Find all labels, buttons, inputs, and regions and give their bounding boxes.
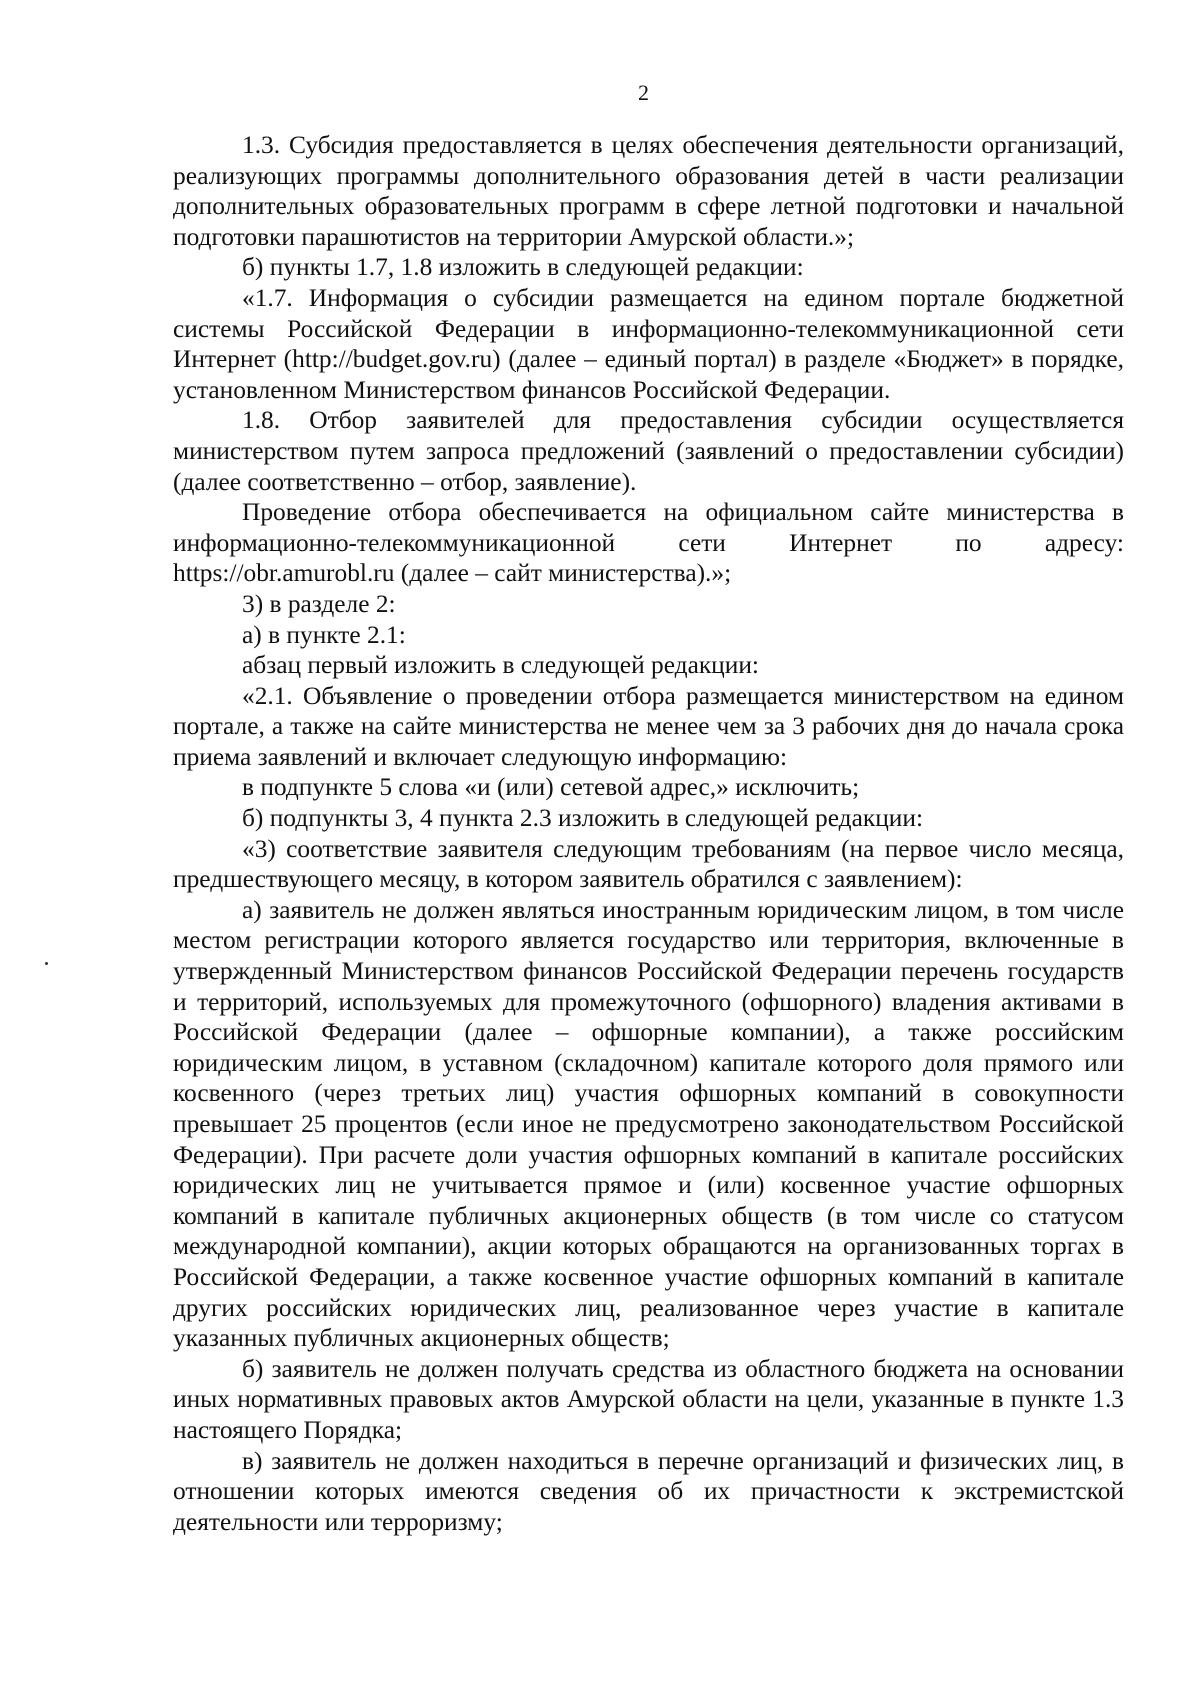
paragraph-amend-b: б) пункты 1.7, 1.8 изложить в следующей редакции: [242,253,804,282]
paragraph-section-2: 3) в разделе 2: [242,589,396,618]
paragraph-point-2-3: б) подпункты 3, 4 пункта 2.3 изложить в следующей редакции: [242,804,924,833]
paragraph-requirement-b: б) заявитель не должен получать средства из областного бюджета на основании иных нормативных правовых актов Амурской области на цели, указанные в пункте 1.3 настоящего Порядка; [173,1354,1124,1444]
page-number: 2 [638,80,649,105]
paragraph-requirement-v: в) заявитель не должен находиться в перечне организаций и физических лиц, в отношении которых имеются сведения об их причастности к экстремистской деятельности или терроризму; [173,1446,1124,1536]
scan-speck [45,962,48,965]
paragraph-requirement-a: а) заявитель не должен являться иностранным юридическим лицом, в том числе местом регистрации которого является государство или территория, включенные в утвержденный Министерством финансов Российской Федерации перечень государств и территорий, используемых для промежуточного (офшорного) владения активами в Российской Федерации (далее – офшорные компании), а также российским юридическим лицом, в уставном (складочном) капитале которого доля прямого или косвенного (через третьих лиц) участия офшорных компаний в совокупности превышает 25 процентов (если иное не предусмотрено законодательством Российской Федерации). При расчете доли участия офшорных компаний в капитале российских юридических лиц не учитывается прямое и (или) косвенное участие офшорных компаний в капитале публичных акционерных обществ (в том числе со статусом международной компании), акции которых обращаются на организованных торгах в Российской Федерации, а также косвенное участие офшорных компаний в капитале других российских юридических лиц, реализованное через участие в капитале указанных публичных акционерных обществ; [173,895,1124,1353]
paragraph-subpoint-5: в подпункте 5 слова «и (или) сетевой адрес,» исключить; [242,773,860,802]
paragraph-first-abzac: абзац первый изложить в следующей редакции: [242,651,759,680]
paragraph-point-2-1: а) в пункте 2.1: [242,620,406,649]
paragraph-1-3: 1.3. Субсидия предоставляется в целях обеспечения деятельности организаций, реализующих программы дополнительного образования детей в части реализации дополнительных образовательных программ в сфере летной подготовки и начальной подготовки парашютистов на территории Амурской области.»; [173,131,1124,251]
document-body [173,130,1124,1537]
paragraph-requirements: «3) соответствие заявителя следующим требованиям (на первое число месяца, предшествующего месяцу, в котором заявитель обратился с заявлением): [173,834,1124,894]
paragraph-selection-site: Проведение отбора обеспечивается на официальном сайте министерства в информационно-телекоммуникационной сети Интернет по адресу: https://obr.amurobl.ru (далее – сайт министерства).»; [173,498,1124,588]
paragraph-2-1: «2.1. Объявление о проведении отбора размещается министерством на едином портале, а также на сайте министерства не менее чем за 3 рабочих дня до начала срока приема заявлений и включает следующую информацию: [173,681,1124,771]
paragraph-1-8: 1.8. Отбор заявителей для предоставления субсидии осуществляется министерством путем запроса предложений (заявлений о предоставлении субсидии) (далее соответственно – отбор, заявление). [173,406,1124,496]
paragraph-1-7: «1.7. Информация о субсидии размещается на едином портале бюджетной системы Российской Федерации в информационно-телекоммуникационной сети Интернет (http://budget.gov.ru) (далее – единый портал) в разделе «Бюджет» в порядке, установленном Министерством финансов Российской Федерации. [173,283,1124,404]
